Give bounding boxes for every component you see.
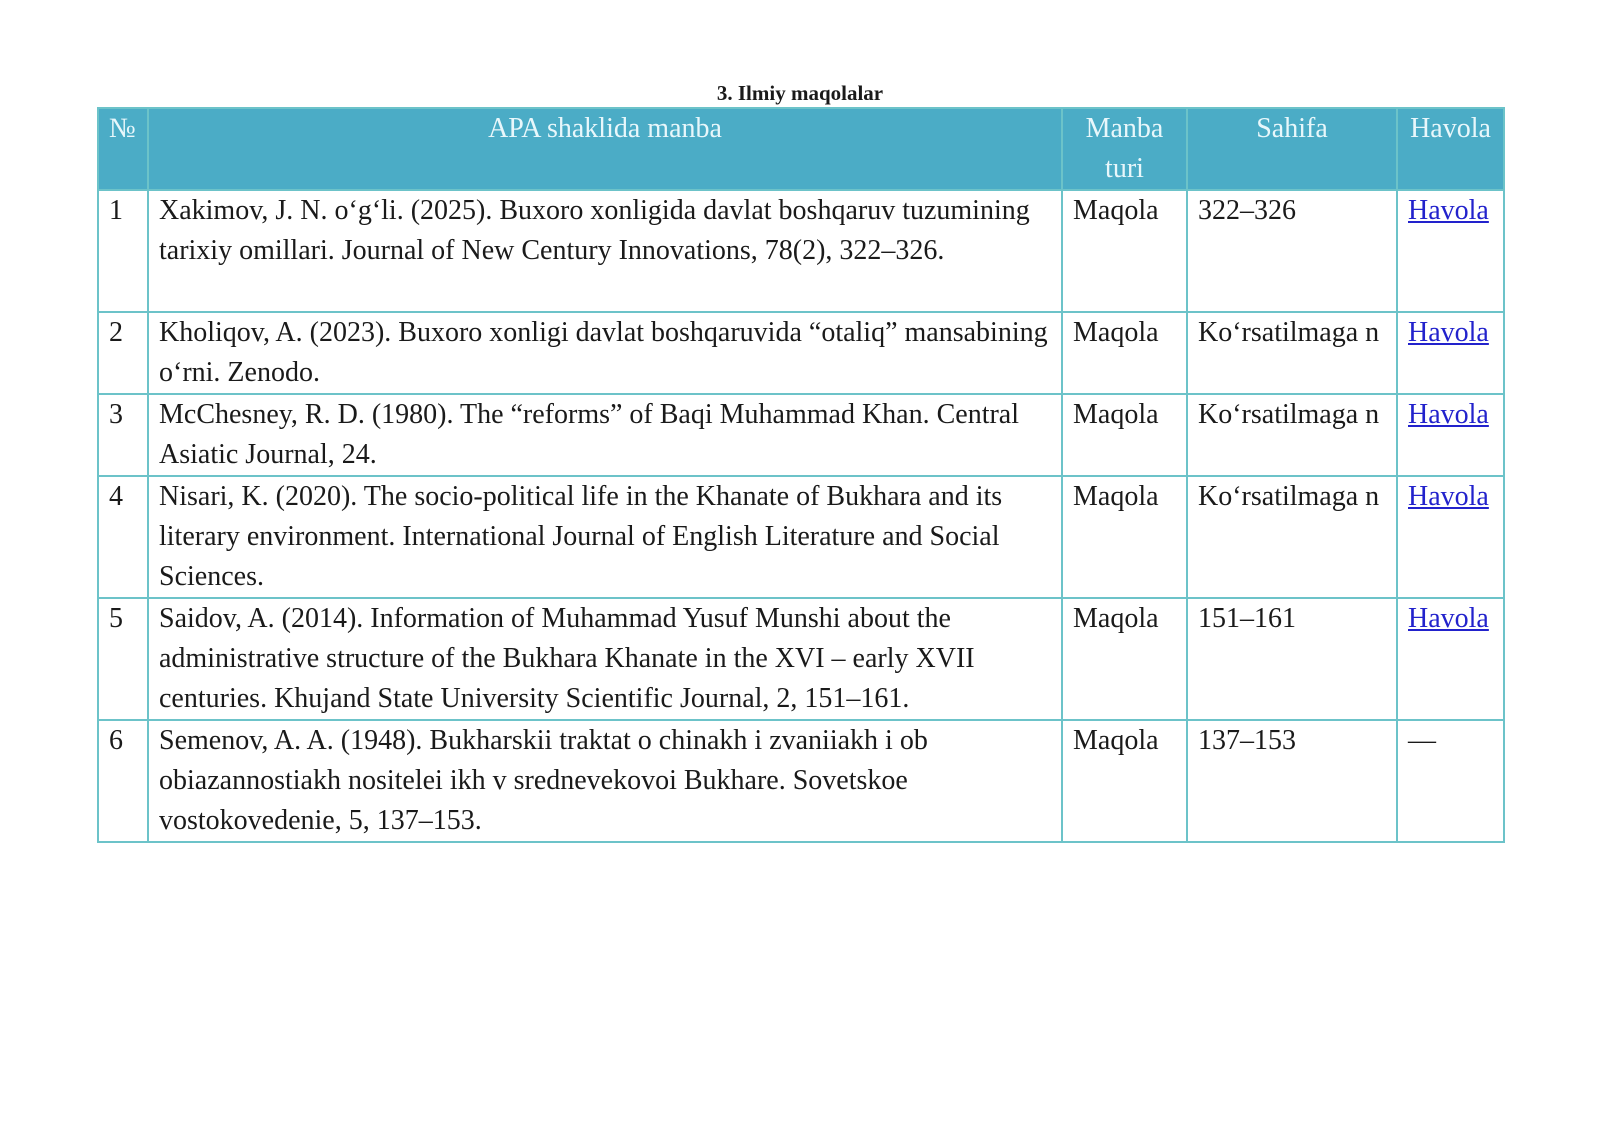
row-number: 3	[98, 394, 148, 476]
header-link: Havola	[1397, 108, 1504, 190]
row-type: Maqola	[1062, 394, 1187, 476]
row-number: 5	[98, 598, 148, 720]
row-link-none: —	[1408, 725, 1436, 756]
row-page: Ko‘rsatilmaga n	[1187, 312, 1397, 394]
page-title: 3. Ilmiy maqolalar	[716, 81, 884, 105]
row-source: Xakimov, J. N. o‘g‘li. (2025). Buxoro xonligida davlat boshqaruv tuzumining tarixiy omillari. Journal of New Century Innovations, 78(2), 322–326.	[148, 190, 1062, 312]
row-number: 1	[98, 190, 148, 312]
row-source: McChesney, R. D. (1980). The “reforms” of Baqi Muhammad Khan. Central Asiatic Journal, 24.	[148, 394, 1062, 476]
row-link-cell	[1397, 720, 1504, 842]
row-type: Maqola	[1062, 598, 1187, 720]
row-type: Maqola	[1062, 720, 1187, 842]
row-link-cell	[1397, 312, 1504, 394]
table-row	[98, 394, 1504, 476]
row-link[interactable]: Havola	[1408, 195, 1489, 226]
row-source: Saidov, A. (2014). Information of Muhammad Yusuf Munshi about the administrative structure of the Bukhara Khanate in the XVI – early XVII centuries. Khujand State University Scientific Journal, 2, 151–161.	[148, 598, 1062, 720]
row-page: 322–326	[1187, 190, 1397, 312]
table-row	[98, 312, 1504, 394]
row-source: Semenov, A. A. (1948). Bukharskii traktat o chinakh i zvaniiakh i ob obiazannostiakh nositelei ikh v srednevekovoi Bukhare. Sovetskoe vostokovedenie, 5, 137–153.	[148, 720, 1062, 842]
row-number: 4	[98, 476, 148, 598]
header-page: Sahifa	[1187, 108, 1397, 190]
table-row	[98, 476, 1504, 598]
table-row	[98, 190, 1504, 312]
row-page: 137–153	[1187, 720, 1397, 842]
row-type: Maqola	[1062, 476, 1187, 598]
row-link-cell	[1397, 598, 1504, 720]
row-link[interactable]: Havola	[1408, 399, 1489, 430]
header-type: Manba turi	[1062, 108, 1187, 190]
row-type: Maqola	[1062, 190, 1187, 312]
row-link[interactable]: Havola	[1408, 481, 1489, 512]
row-link[interactable]: Havola	[1408, 317, 1489, 348]
sources-table	[97, 107, 1505, 843]
header-source: APA shaklida manba	[148, 108, 1062, 190]
row-source: Kholiqov, A. (2023). Buxoro xonligi davlat boshqaruvida “otaliq” mansabining o‘rni. Zenodo.	[148, 312, 1062, 394]
row-type: Maqola	[1062, 312, 1187, 394]
row-page: Ko‘rsatilmaga n	[1187, 394, 1397, 476]
row-link-cell	[1397, 190, 1504, 312]
row-link-cell	[1397, 394, 1504, 476]
row-link-cell	[1397, 476, 1504, 598]
row-page: Ko‘rsatilmaga n	[1187, 476, 1397, 598]
table-row	[98, 598, 1504, 720]
table-header-row	[98, 108, 1504, 190]
row-number: 2	[98, 312, 148, 394]
row-page: 151–161	[1187, 598, 1397, 720]
row-link[interactable]: Havola	[1408, 603, 1489, 634]
row-source: Nisari, K. (2020). The socio-political life in the Khanate of Bukhara and its literary environment. International Journal of English Literature and Social Sciences.	[148, 476, 1062, 598]
table-row	[98, 720, 1504, 842]
header-number: №	[98, 108, 148, 190]
row-number: 6	[98, 720, 148, 842]
